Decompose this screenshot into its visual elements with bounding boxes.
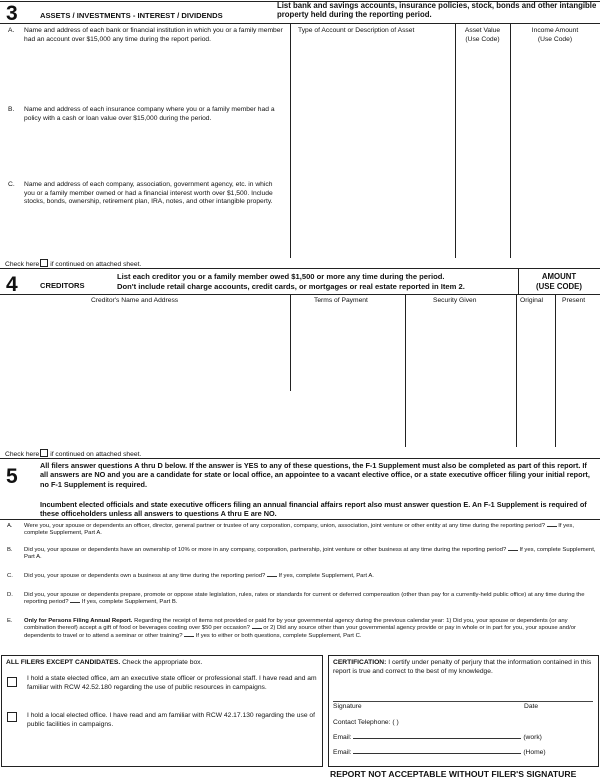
item-c-text: Name and address of each company, association, government agency, etc. in which you or a family member owned or had a financial interest worth over $1,500. Include stocks, bonds, ownership, retirement plan, IRA, notes, and other intangible property. bbox=[24, 181, 273, 206]
question-d-note: If yes, complete Supplement, Part B. bbox=[81, 599, 178, 606]
certification bbox=[333, 659, 595, 676]
state-office-statement: I hold a state elected office, am an executive state officer or professional staff. I have read and am familiar with RCW 42.52.180 regarding the use of public resources in campaigns. bbox=[27, 675, 317, 691]
question-a-note: If yes, complete Supplement, Part A. bbox=[24, 523, 574, 537]
section-4-number: 4 bbox=[6, 273, 18, 296]
question-e-text: Regarding the receipt of items not provided or paid for by your governmental agency during the previous calendar year: 1) Did you, your spouse or dependents (or any combination thereof) accept a gift of food or beverages costing over $50 per occasion? bbox=[24, 618, 568, 632]
continued-checkbox[interactable] bbox=[40, 449, 48, 457]
question-c-text: Did you, your spouse or dependents own a business at any time during the reporting period? bbox=[24, 573, 266, 579]
email-work-row bbox=[333, 734, 595, 743]
email-home-field[interactable] bbox=[353, 753, 521, 754]
footer-warning: REPORT NOT ACCEPTABLE WITHOUT FILER'S SIGNATURE bbox=[330, 769, 577, 779]
section-5-intro-1: All filers answer questions A thru D below. If the answer is YES to any of these questions, the F-1 Supplement must also be completed as part of this report. If all answers are NO and you are a candidate for state or local office, an appointee to a vacant elective office, or a state executive officer filing your initial report, no F-1 Supplement is required. bbox=[40, 461, 590, 489]
signature-line[interactable] bbox=[333, 701, 593, 702]
check-here-label: Check here bbox=[5, 451, 40, 458]
continued-checkbox[interactable] bbox=[40, 259, 48, 267]
item-b-letter: B. bbox=[8, 106, 15, 113]
question-d bbox=[24, 592, 596, 607]
question-a-answer[interactable] bbox=[547, 526, 557, 527]
question-a-letter: A. bbox=[7, 523, 13, 529]
question-d-letter: D. bbox=[7, 592, 13, 598]
question-b-letter: B. bbox=[7, 547, 13, 553]
check-here-label: Check here bbox=[5, 261, 40, 268]
section-4-title: CREDITORS bbox=[40, 281, 85, 290]
question-e-text-2: or 2) Did any source other than your governmental agency provide or pay in whole or in part for you, your spouse and/or dependents to travel or to attend a seminar or other training? bbox=[24, 625, 576, 639]
question-c-letter: C. bbox=[7, 573, 13, 579]
question-c-note: If yes, complete Supplement, Part A. bbox=[278, 573, 374, 579]
section-5-intro-2: Incumbent elected officials and state executive officers filing an annual financial affairs report also must answer question E. An F-1 Supplement is required of these officeholders unless all answers to questions A thru E are NO. bbox=[40, 500, 587, 519]
question-d-text: Did you, your spouse or dependents prepare, promote or oppose state legislation, rules, rates or standards for current or deferred compensation (other than pay for a currently-held public office) at any time during the reporting period? bbox=[24, 592, 585, 606]
question-c bbox=[24, 573, 596, 580]
question-e-answer-2[interactable] bbox=[184, 636, 194, 637]
question-e bbox=[24, 618, 596, 640]
question-b bbox=[24, 547, 596, 562]
local-office-statement: I hold a local elected office. I have read and am familiar with RCW 42.17.130 regarding the use of public facilities in campaigns. bbox=[27, 712, 315, 728]
section-3-number: 3 bbox=[6, 2, 18, 25]
item-c-letter: C. bbox=[8, 181, 15, 188]
question-e-heading: Only for Persons Filing Annual Report. bbox=[24, 618, 133, 624]
email-home-type: (Home) bbox=[523, 749, 546, 756]
filers-heading bbox=[6, 659, 202, 668]
question-a-text: Were you, your spouse or dependents an officer, director, general partner or trustee of any corporation, company, union, association, joint venture or other entity at any time during the reporting period? bbox=[24, 523, 545, 529]
question-b-answer[interactable] bbox=[508, 550, 518, 551]
col-creditor-name: Creditor's Name and Address bbox=[91, 297, 179, 304]
email-home-label: Email: bbox=[333, 749, 352, 756]
local-office-checkbox[interactable] bbox=[7, 712, 17, 722]
question-e-answer-1[interactable] bbox=[252, 628, 262, 629]
question-a bbox=[24, 523, 596, 538]
contact-telephone[interactable]: Contact Telephone: ( ) bbox=[333, 719, 399, 726]
col-security-given: Security Given bbox=[433, 297, 477, 304]
state-office-checkbox[interactable] bbox=[7, 677, 17, 687]
col-asset-value: Asset Value (Use Code) bbox=[464, 27, 501, 43]
question-e-letter: E. bbox=[7, 618, 13, 624]
filers-box bbox=[1, 655, 323, 767]
item-a-text: Name and address of each bank or financial institution in which you or a family member had an account over $15,000 any time during the report period. bbox=[24, 27, 283, 43]
filers-subtitle: Check the appropriate box. bbox=[122, 659, 203, 666]
email-work-type: (work) bbox=[523, 734, 542, 741]
col-original: Original bbox=[520, 297, 544, 304]
question-b-note: If yes, complete Supplement, Part A. bbox=[24, 547, 596, 561]
section-4-instruction-1: List each creditor you or a family member owed $1,500 or more any time during the period. bbox=[117, 272, 445, 281]
certification-label: CERTIFICATION: bbox=[333, 659, 387, 666]
email-work-field[interactable] bbox=[353, 738, 521, 739]
col-terms-of-payment: Terms of Payment bbox=[314, 297, 368, 304]
continued-label: if continued on attached sheet. bbox=[50, 451, 142, 458]
question-e-note: If yes to either or both questions, complete Supplement, Part C. bbox=[195, 632, 362, 639]
item-a-letter: A. bbox=[8, 27, 15, 34]
question-c-answer[interactable] bbox=[267, 576, 277, 577]
signature-label: Signature bbox=[333, 703, 362, 710]
section-3-instruction: List bank and savings accounts, insurance policies, stock, bonds and other intangible property held during the reporting period. bbox=[277, 1, 597, 20]
certification-text: I certify under penalty of perjury that the information contained in this report is true and correct to the best of my knowledge. bbox=[333, 659, 592, 675]
continued-label: if continued on attached sheet. bbox=[50, 261, 142, 268]
question-d-answer[interactable] bbox=[70, 602, 80, 603]
email-work-label: Email: bbox=[333, 734, 352, 741]
email-home-row bbox=[333, 749, 595, 758]
col-type-of-account: Type of Account or Description of Asset bbox=[298, 27, 415, 34]
date-label: Date bbox=[524, 703, 539, 710]
question-b-text: Did you, your spouse or dependents have an ownership of 10% or more in any company, corporation, partnership, joint venture or other business at any time during the reporting period? bbox=[24, 547, 507, 553]
col-income-amount: Income Amount (Use Code) bbox=[531, 27, 579, 43]
amount-header: AMOUNT (USE CODE) bbox=[536, 272, 582, 291]
section-5-number: 5 bbox=[6, 465, 18, 488]
section-4-instruction-2: Don't include retail charge accounts, credit cards, or mortgages or real estate reported in Item 2. bbox=[117, 282, 465, 291]
filers-title: ALL FILERS EXCEPT CANDIDATES. bbox=[6, 659, 121, 666]
item-b-text: Name and address of each insurance company where you or a family member had a policy with a cash or loan value over $15,000 during the period. bbox=[24, 106, 275, 122]
col-present: Present bbox=[562, 297, 586, 304]
section-3-title: ASSETS / INVESTMENTS - INTEREST / DIVIDENDS bbox=[40, 11, 223, 20]
